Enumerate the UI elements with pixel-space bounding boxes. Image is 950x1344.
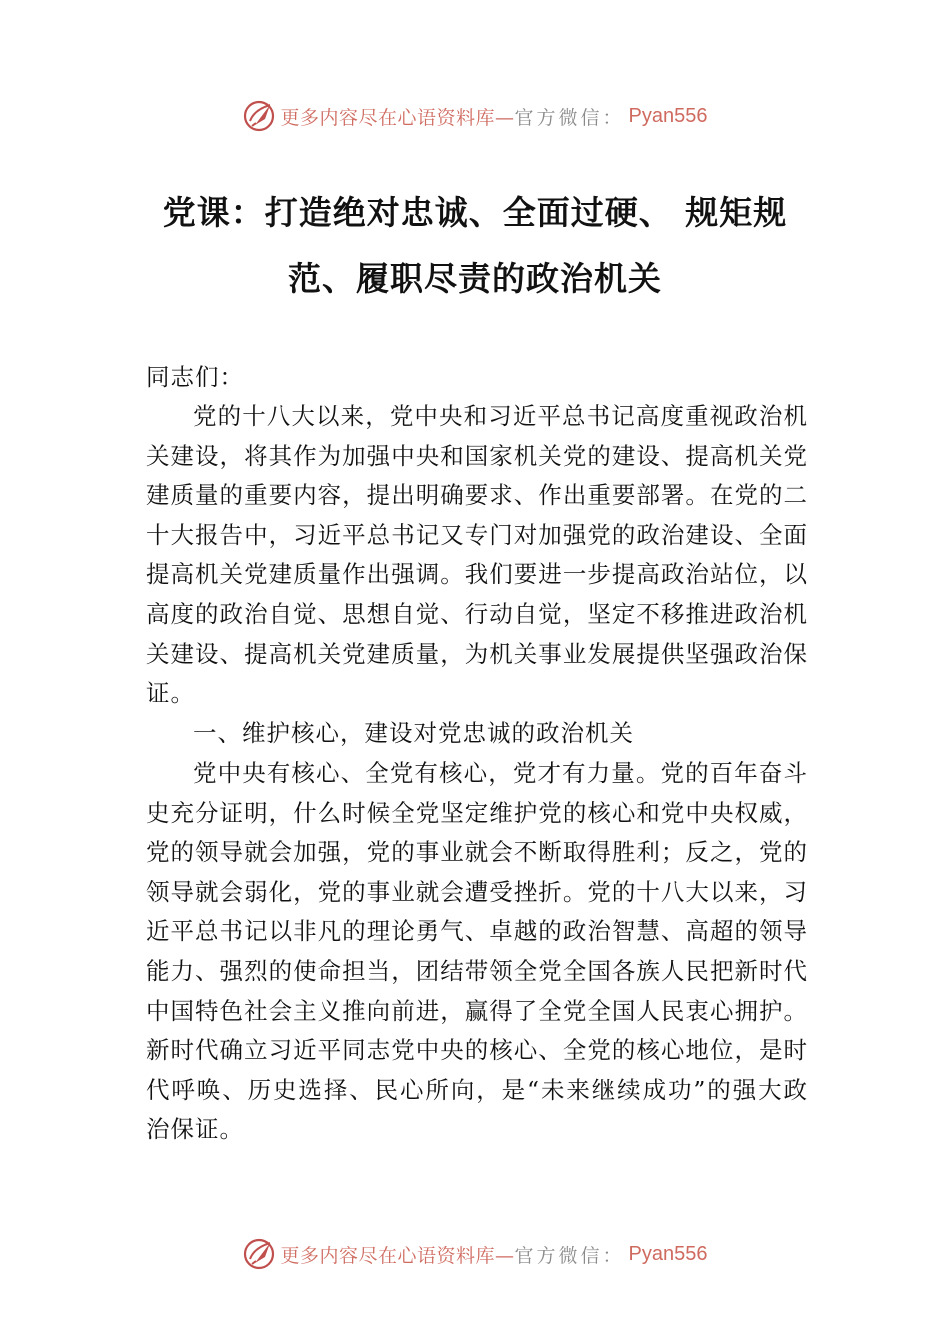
banner-wechat-id: Pyan556 — [628, 1242, 708, 1265]
header-banner — [0, 96, 950, 136]
banner-label: 官方微信： — [514, 106, 625, 129]
footer-banner — [0, 1234, 950, 1274]
banner-label: 官方微信： — [514, 1244, 625, 1267]
paragraph-intro: 党的十八大以来，党中央和习近平总书记高度重视政治机关建设，将其作为加强中央和国家机关党的建设、提高机关党建质量的重要内容，提出明确要求、作出重要部署。在党的二十大报告中，习近平总书记又专门对加强党的政治建设、全面提高机关党建质量作出强调。我们要进一步提高政治站位，以高度的政治自觉、思想自觉、行动自觉，坚定不移推进政治机关建设、提高机关党建质量，为机关事业发展提供坚强政治保证。 — [146, 402, 808, 708]
paragraph-section-1: 党中央有核心、全党有核心，党才有力量。党的百年奋斗史充分证明，什么时候全党坚定维护党的核心和党中央权威，党的领导就会加强，党的事业就会不断取得胜利；反之，党的领导就会弱化，党的事业就会遭受挫折。党的十八大以来，习近平总书记以非凡的理论勇气、卓越的政治智慧、高超的领导能力、强烈的使命担当，团结带领全党全国各族人民把新时代中国特色社会主义推向前进，赢得了全党全国人民衷心拥护。新时代确立习近平同志党中央的核心、全党的核心地位，是时代呼唤、历史选择、民心所向，是“未来继续成功”的强大政治保证。 — [146, 759, 808, 1144]
doc-title-line-2: 范、履职尽责的政治机关 — [288, 259, 662, 298]
doc-title-line-1: 党课：打造绝对忠诚、全面过硬、 规矩规 — [162, 193, 788, 232]
section-heading-1: 一、维护核心，建设对党忠诚的政治机关 — [193, 719, 634, 747]
pen-logo-icon — [243, 99, 277, 133]
pen-logo-icon — [243, 1237, 277, 1271]
banner-wechat-id: Pyan556 — [628, 104, 708, 127]
banner-text: 更多内容尽在心语资料库— — [280, 1244, 515, 1267]
banner-text: 更多内容尽在心语资料库— — [280, 106, 515, 129]
salutation: 同志们： — [146, 363, 244, 391]
